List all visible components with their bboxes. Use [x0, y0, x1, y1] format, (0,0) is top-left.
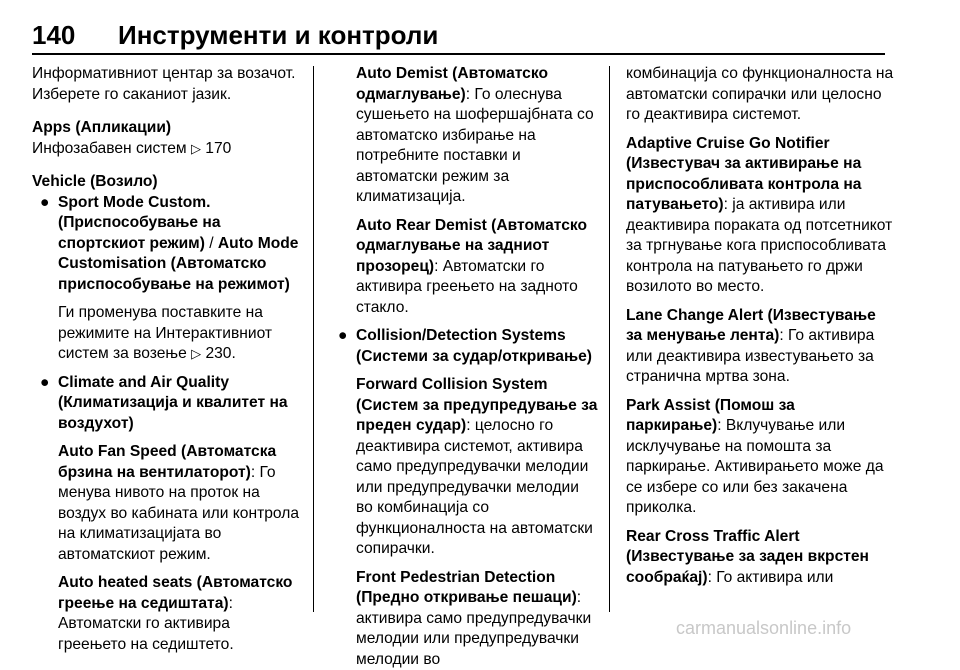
sport-heading-2: Auto Mode Customisation (Автоматско приспособување на режимот) [58, 235, 298, 293]
column-2 [330, 64, 598, 670]
fcs-text: : целосно го деактивира системот, активира само предупредувачки мелодии или предупредувачки мелодии во комбинација со функционалноста на автоматски сопирачки. [356, 417, 593, 557]
page-header [0, 0, 960, 56]
intro-text: Информативниот центар за возачот. Изберете го саканиот јазик. [32, 64, 300, 105]
bullet-dot-icon: ● [338, 326, 347, 347]
page-number: 140 [32, 20, 75, 50]
continued-text: комбинација со функционалноста на автоматски сопирачки или целосно го деактивира системот. [626, 64, 894, 126]
seats-text: : Автоматски го активира греењето на седиштето. [58, 595, 234, 653]
sport-text: Ги променува поставките на режимите на Интерактивниот систем за возење [58, 304, 272, 362]
column-divider-2 [609, 66, 610, 612]
park-text: : Вклучување или исклучување на помошта за паркирање. Активирањето може да се избере со или без закачена приколка. [626, 417, 884, 516]
watermark: carmanualsonline.info [676, 618, 851, 639]
climate-continued [330, 64, 598, 318]
acc-paragraph [626, 134, 894, 298]
column-divider-1 [313, 66, 314, 612]
fan-heading: Auto Fan Speed (Автоматска брзина на вентилаторот) [58, 443, 276, 481]
rear-demist-heading: Auto Rear Demist (Автоматско одмаглување на задниот прозорец) [356, 217, 587, 275]
seats-heading: Auto heated seats (Автоматско греење на седиштата) [58, 574, 292, 612]
fpd-text: : активира само предупредувачки мелодии или предупредувачки мелодии во [356, 589, 591, 668]
fcs-heading: Forward Collision System (Систем за предупредување за преден судар) [356, 376, 597, 434]
lca-text: : Го активира или деактивира известувањето за странична мртва зона. [626, 327, 874, 385]
apps-text: Инфозабавен систем [32, 140, 187, 157]
demist-text: : Го олеснува сушењето на шофершајбната со автоматско избирање на потребните поставки и автоматски режим за климатизација. [356, 86, 594, 206]
apps-page-ref[interactable]: 170 [205, 140, 231, 157]
column-1 [32, 64, 300, 655]
apps-text-line [32, 139, 300, 160]
collision-continued [626, 64, 894, 588]
vehicle-heading: Vehicle (Возило) [32, 172, 300, 193]
rear-demist-paragraph [356, 216, 598, 319]
rcta-paragraph [626, 527, 894, 589]
header-rule [32, 53, 885, 55]
rcta-heading: Rear Cross Traffic Alert (Известување за заден вкрстен сообраќај) [626, 528, 869, 586]
rcta-text: : Го активира или [708, 569, 834, 586]
sport-heading: Sport Mode Custom. (Приспособување на спортскиот режим) [58, 194, 221, 252]
acc-heading: Adaptive Cruise Go Notifier (Известувач за активирање на приспособливата контрола на патувањето) [626, 135, 861, 214]
lca-heading: Lane Change Alert (Известување за менување лента) [626, 307, 876, 345]
apps-heading: Apps (Апликации) [32, 118, 300, 139]
acc-text: : ја активира или деактивира пораката од потсетникот за тргнување кога приспособливата контрола на патувањето го држи возилото во место. [626, 196, 892, 295]
demist-heading: Auto Demist (Автоматско одмаглување) [356, 65, 548, 103]
arrow-reference-icon: ▷ [191, 141, 201, 156]
rear-demist-text: : Автоматски го активира греењето на задното стакло. [356, 258, 578, 316]
sport-separator: / [205, 235, 218, 252]
seats-paragraph [58, 573, 300, 655]
list-item-climate [32, 373, 300, 656]
fan-paragraph [58, 442, 300, 565]
page-title: Инструменти и контроли [118, 20, 438, 50]
sport-page-ref[interactable]: 230. [205, 345, 235, 362]
park-paragraph [626, 396, 894, 519]
list-item-collision [330, 326, 598, 670]
list-item-sport-mode [32, 193, 300, 365]
park-heading: Park Assist (Помош за паркирање) [626, 397, 795, 435]
climate-heading: Climate and Air Quality (Климатизација и квалитет на воздухот) [58, 373, 300, 435]
bullet-dot-icon: ● [40, 373, 49, 394]
fpd-heading: Front Pedestrian Detection (Предно откривање пешаци) [356, 569, 577, 607]
demist-paragraph [356, 64, 598, 208]
fpd-paragraph [356, 568, 598, 670]
lca-paragraph [626, 306, 894, 388]
fcs-paragraph [356, 375, 598, 560]
collision-heading: Collision/Detection Systems (Системи за судар/откривање) [356, 326, 598, 367]
fan-text: : Го менува нивото на проток на воздух во кабината или контрола на климатизацијата во автоматскиот режим. [58, 464, 299, 563]
arrow-reference-icon: ▷ [191, 346, 201, 361]
sport-text-line [58, 303, 300, 365]
bullet-dot-icon: ● [40, 193, 49, 214]
column-3 [626, 64, 894, 588]
